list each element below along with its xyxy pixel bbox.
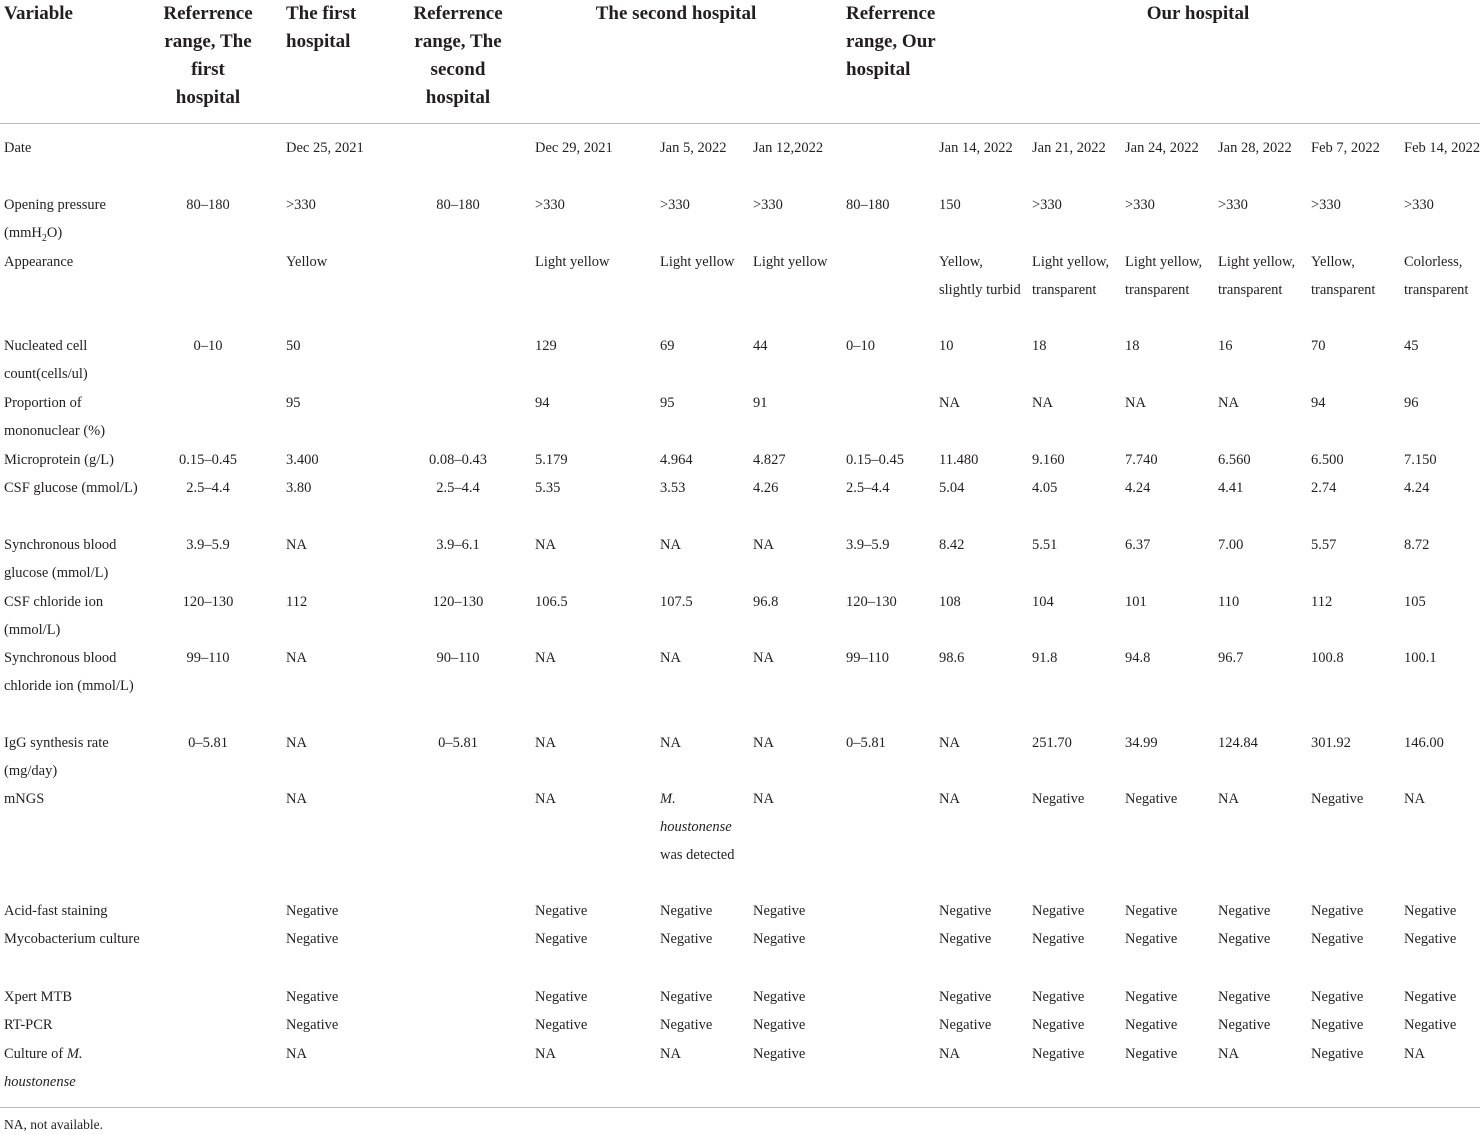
table-cell: NA — [939, 395, 960, 411]
row-label: Date — [4, 140, 32, 156]
table-cell: NA — [660, 735, 681, 751]
table-cell: Negative — [535, 931, 588, 947]
table-cell: 120–130 — [182, 594, 234, 610]
table-cell: Jan 21, 2022 — [1032, 140, 1106, 156]
table-cell: Negative — [660, 989, 713, 1005]
table-cell: Negative — [286, 989, 339, 1005]
table-cell: 100.1 — [1404, 650, 1437, 666]
table-cell: 99–110 — [846, 650, 889, 666]
header-ref-our-hospital: Referrence range, Our hospital — [846, 3, 936, 80]
table-cell: Yellow, slightly turbid — [939, 254, 1021, 298]
table-cell: Jan 28, 2022 — [1218, 140, 1292, 156]
table-cell: >330 — [1032, 197, 1062, 213]
table-cell: NA — [1218, 791, 1239, 807]
table-cell: >330 — [753, 197, 783, 213]
table-cell: Dec 25, 2021 — [286, 140, 364, 156]
table-cell: Jan 24, 2022 — [1125, 140, 1199, 156]
table-cell: 3.400 — [286, 452, 319, 468]
table-cell: Negative — [939, 903, 992, 919]
table-footnote: NA, not available. — [4, 1117, 103, 1132]
table-cell: Jan 5, 2022 — [660, 140, 727, 156]
table-cell: NA — [753, 791, 774, 807]
table-cell: Negative — [286, 1017, 339, 1033]
table-cell: Negative — [939, 1017, 992, 1033]
table-cell: 2.5–4.4 — [436, 480, 480, 496]
table-cell: Negative — [1125, 1046, 1178, 1062]
table-cell: NA — [939, 735, 960, 751]
table-cell: 2.74 — [1311, 480, 1337, 496]
table-cell: 3.80 — [286, 480, 312, 496]
table-cell: Negative — [1311, 1017, 1364, 1033]
table-cell: Negative — [660, 903, 713, 919]
table-cell: Negative — [1125, 931, 1178, 947]
table-cell: Negative — [1125, 989, 1178, 1005]
table-cell: 70 — [1311, 338, 1326, 354]
header-our-hospital: Our hospital — [1146, 3, 1250, 24]
table-cell: Negative — [1032, 903, 1085, 919]
table-cell: Negative — [1032, 931, 1085, 947]
table-cell: 5.179 — [535, 452, 568, 468]
table-cell: 3.9–5.9 — [186, 537, 230, 553]
header-ref-first-hospital: Referrence range, The first hospital — [163, 3, 253, 108]
table-cell: >330 — [660, 197, 690, 213]
table-cell: Light yellow — [535, 254, 610, 270]
table-cell: 3.9–6.1 — [436, 537, 480, 553]
header-rule — [0, 123, 1480, 124]
row-label: CSF glucose (mmol/L) — [4, 480, 138, 496]
table-cell: 5.51 — [1032, 537, 1058, 553]
table-cell: Jan 14, 2022 — [939, 140, 1013, 156]
table-cell: NA — [1404, 1046, 1425, 1062]
table-cell: NA — [660, 1046, 681, 1062]
table-cell: NA — [535, 537, 556, 553]
table-cell: Negative — [1125, 903, 1178, 919]
table-cell: 18 — [1125, 338, 1140, 354]
table-cell: NA — [1404, 791, 1425, 807]
table-cell: NA — [286, 650, 307, 666]
row-label: mNGS — [4, 791, 45, 807]
table-cell: 7.150 — [1404, 452, 1437, 468]
table-cell: 4.41 — [1218, 480, 1244, 496]
table-cell: 0–5.81 — [188, 735, 228, 751]
table-cell: Negative — [660, 931, 713, 947]
table-cell: Negative — [1404, 1017, 1457, 1033]
table-cell: NA — [286, 1046, 307, 1062]
table-cell: >330 — [535, 197, 565, 213]
table-cell: 112 — [286, 594, 308, 610]
table-cell: NA — [535, 650, 556, 666]
row-label: Proportion of mononuclear (%) — [4, 395, 106, 439]
table-cell: Negative — [1218, 989, 1271, 1005]
table-cell: NA — [753, 650, 774, 666]
table-cell: >330 — [1404, 197, 1434, 213]
table-cell: Negative — [1218, 903, 1271, 919]
table-cell: 110 — [1218, 594, 1240, 610]
table-cell: 0.15–0.45 — [846, 452, 904, 468]
table-cell: Light yellow, transparent — [1125, 254, 1203, 298]
table-cell: 96.7 — [1218, 650, 1244, 666]
table-cell: 4.24 — [1404, 480, 1430, 496]
table-cell: 4.05 — [1032, 480, 1058, 496]
table-cell: Dec 29, 2021 — [535, 140, 613, 156]
row-label: Microprotein (g/L) — [4, 452, 114, 468]
table-cell: Light yellow — [753, 254, 828, 270]
table-cell: M. houstonense was detected — [660, 791, 735, 863]
table-cell: 5.04 — [939, 480, 965, 496]
table-cell: 0–5.81 — [846, 735, 886, 751]
table-cell: NA — [535, 735, 556, 751]
table-cell: 16 — [1218, 338, 1233, 354]
table-cell: Negative — [660, 1017, 713, 1033]
table-cell: 100.8 — [1311, 650, 1344, 666]
table-cell: NA — [939, 1046, 960, 1062]
table-cell: 106.5 — [535, 594, 568, 610]
table-cell: Light yellow, transparent — [1032, 254, 1110, 298]
row-label: RT-PCR — [4, 1017, 53, 1033]
row-label: Opening pressure (mmH$_2$O) — [4, 197, 106, 244]
table-cell: 96.8 — [753, 594, 779, 610]
table-cell: 301.92 — [1311, 735, 1351, 751]
table-cell: Negative — [1218, 1017, 1271, 1033]
table-cell: NA — [660, 537, 681, 553]
row-label: Acid-fast staining — [4, 903, 108, 919]
table-cell: Negative — [1032, 1046, 1085, 1062]
table-cell: 4.26 — [753, 480, 779, 496]
table-cell: 2.5–4.4 — [186, 480, 230, 496]
table-cell: 11.480 — [939, 452, 979, 468]
table-cell: Yellow, transparent — [1311, 254, 1376, 298]
table-cell: 9.160 — [1032, 452, 1065, 468]
table-cell: 0–5.81 — [438, 735, 478, 751]
bottom-rule — [0, 1107, 1480, 1108]
table-cell: Negative — [1311, 989, 1364, 1005]
header-ref-second-hospital: Referrence range, The second hospital — [413, 3, 503, 108]
table-cell: 95 — [660, 395, 675, 411]
table-cell: NA — [753, 735, 774, 751]
table-cell: 6.37 — [1125, 537, 1151, 553]
row-label: Nucleated cell count(cells/ul) — [4, 338, 88, 382]
table-cell: 129 — [535, 338, 557, 354]
table-cell: 91.8 — [1032, 650, 1058, 666]
table-cell: NA — [1125, 395, 1146, 411]
table-cell: 101 — [1125, 594, 1147, 610]
table-cell: 4.827 — [753, 452, 786, 468]
table-cell: Jan 12,2022 — [753, 140, 824, 156]
table-cell: 251.70 — [1032, 735, 1072, 751]
table-cell: 90–110 — [436, 650, 480, 666]
table-cell: Negative — [1032, 989, 1085, 1005]
table-cell: NA — [535, 791, 556, 807]
header-second-hospital: The second hospital — [595, 3, 757, 24]
table-cell: Negative — [1218, 931, 1271, 947]
table-cell: 120–130 — [846, 594, 897, 610]
table-cell: Negative — [753, 931, 806, 947]
table-cell: 96 — [1404, 395, 1419, 411]
table-cell: Negative — [1311, 903, 1364, 919]
table-cell: 34.99 — [1125, 735, 1158, 751]
table-cell: 80–180 — [846, 197, 890, 213]
table-cell: 120–130 — [432, 594, 484, 610]
table-cell: Negative — [753, 1017, 806, 1033]
table-cell: Negative — [286, 931, 339, 947]
table-cell: NA — [286, 791, 307, 807]
table-cell: >330 — [1125, 197, 1155, 213]
table-cell: NA — [1032, 395, 1053, 411]
table-cell: Negative — [1125, 1017, 1178, 1033]
table-cell: Negative — [535, 1017, 588, 1033]
table-cell: 6.500 — [1311, 452, 1344, 468]
table-cell: 105 — [1404, 594, 1426, 610]
table-cell: 95 — [286, 395, 301, 411]
table-cell: 5.57 — [1311, 537, 1337, 553]
row-label: Synchronous blood chloride ion (mmol/L) — [4, 650, 134, 694]
table-cell: Negative — [1404, 903, 1457, 919]
table-cell: 2.5–4.4 — [846, 480, 890, 496]
table-cell: 7.740 — [1125, 452, 1158, 468]
table-cell: NA — [660, 650, 681, 666]
table-cell: Negative — [1311, 931, 1364, 947]
table-cell: Negative — [753, 989, 806, 1005]
row-label: IgG synthesis rate (mg/day) — [4, 735, 109, 779]
table-cell: 94 — [535, 395, 550, 411]
table-cell: 10 — [939, 338, 954, 354]
table-cell: 104 — [1032, 594, 1054, 610]
row-label: Synchronous blood glucose (mmol/L) — [4, 537, 117, 581]
table-cell: 5.35 — [535, 480, 561, 496]
table-cell: 0–10 — [846, 338, 875, 354]
table-cell: 18 — [1032, 338, 1047, 354]
table-cell: NA — [1218, 1046, 1239, 1062]
table-cell: >330 — [286, 197, 316, 213]
table-cell: 0.08–0.43 — [429, 452, 487, 468]
table-cell: >330 — [1218, 197, 1248, 213]
table-cell: Negative — [1311, 1046, 1364, 1062]
table-cell: 4.24 — [1125, 480, 1151, 496]
row-label: Xpert MTB — [4, 989, 73, 1005]
table-cell: 108 — [939, 594, 961, 610]
table-cell: 50 — [286, 338, 301, 354]
table-cell: 69 — [660, 338, 675, 354]
table-cell: NA — [286, 735, 307, 751]
table-cell: >330 — [1311, 197, 1341, 213]
table-cell: 7.00 — [1218, 537, 1244, 553]
table-cell: Negative — [939, 989, 992, 1005]
table-cell: Colorless, transparent — [1404, 254, 1469, 298]
table-cell: 146.00 — [1404, 735, 1444, 751]
table-cell: 91 — [753, 395, 768, 411]
table-cell: 8.42 — [939, 537, 965, 553]
table-cell: Negative — [1404, 989, 1457, 1005]
header-first-hospital: The first hospital — [286, 3, 357, 52]
table-cell: 94.8 — [1125, 650, 1151, 666]
table-cell: Negative — [1311, 791, 1364, 807]
row-label: Appearance — [4, 254, 74, 270]
table-cell: Feb 7, 2022 — [1311, 140, 1380, 156]
row-label: Culture of M. houstonense — [4, 1046, 83, 1090]
table-cell: Negative — [1125, 791, 1178, 807]
table-cell: NA — [939, 791, 960, 807]
table-cell: 3.53 — [660, 480, 686, 496]
header-variable: Variable — [4, 3, 73, 24]
table-cell: Negative — [535, 989, 588, 1005]
table-cell: 4.964 — [660, 452, 693, 468]
table-cell: NA — [1218, 395, 1239, 411]
table-cell: Negative — [753, 903, 806, 919]
table-cell: Light yellow — [660, 254, 735, 270]
row-label: CSF chloride ion (mmol/L) — [4, 594, 104, 638]
table-cell: 94 — [1311, 395, 1326, 411]
table-cell: Light yellow, transparent — [1218, 254, 1296, 298]
table-cell: NA — [286, 537, 307, 553]
table-cell: 124.84 — [1218, 735, 1258, 751]
table-cell: 0.15–0.45 — [179, 452, 237, 468]
table-cell: Negative — [1032, 1017, 1085, 1033]
table-cell: Negative — [1032, 791, 1085, 807]
table-cell: Yellow — [286, 254, 328, 270]
table-cell: 112 — [1311, 594, 1333, 610]
table-cell: 45 — [1404, 338, 1419, 354]
table-cell: 150 — [939, 197, 961, 213]
row-label: Mycobacterium culture — [4, 931, 140, 947]
table-cell: Negative — [939, 931, 992, 947]
table-cell: 80–180 — [436, 197, 480, 213]
table-cell: NA — [535, 1046, 556, 1062]
table-cell: 0–10 — [193, 338, 223, 354]
table-cell: 44 — [753, 338, 768, 354]
table-cell: Negative — [1404, 931, 1457, 947]
table-cell: 98.6 — [939, 650, 965, 666]
table-cell: 6.560 — [1218, 452, 1251, 468]
table-cell: NA — [753, 537, 774, 553]
table-cell: 80–180 — [186, 197, 230, 213]
table-cell: Feb 14, 2022 — [1404, 140, 1480, 156]
table-cell: 8.72 — [1404, 537, 1430, 553]
table-cell: Negative — [753, 1046, 806, 1062]
table-cell: 99–110 — [186, 650, 230, 666]
table-cell: 107.5 — [660, 594, 693, 610]
table-cell: Negative — [286, 903, 339, 919]
table-cell: 3.9–5.9 — [846, 537, 890, 553]
table-cell: Negative — [535, 903, 588, 919]
